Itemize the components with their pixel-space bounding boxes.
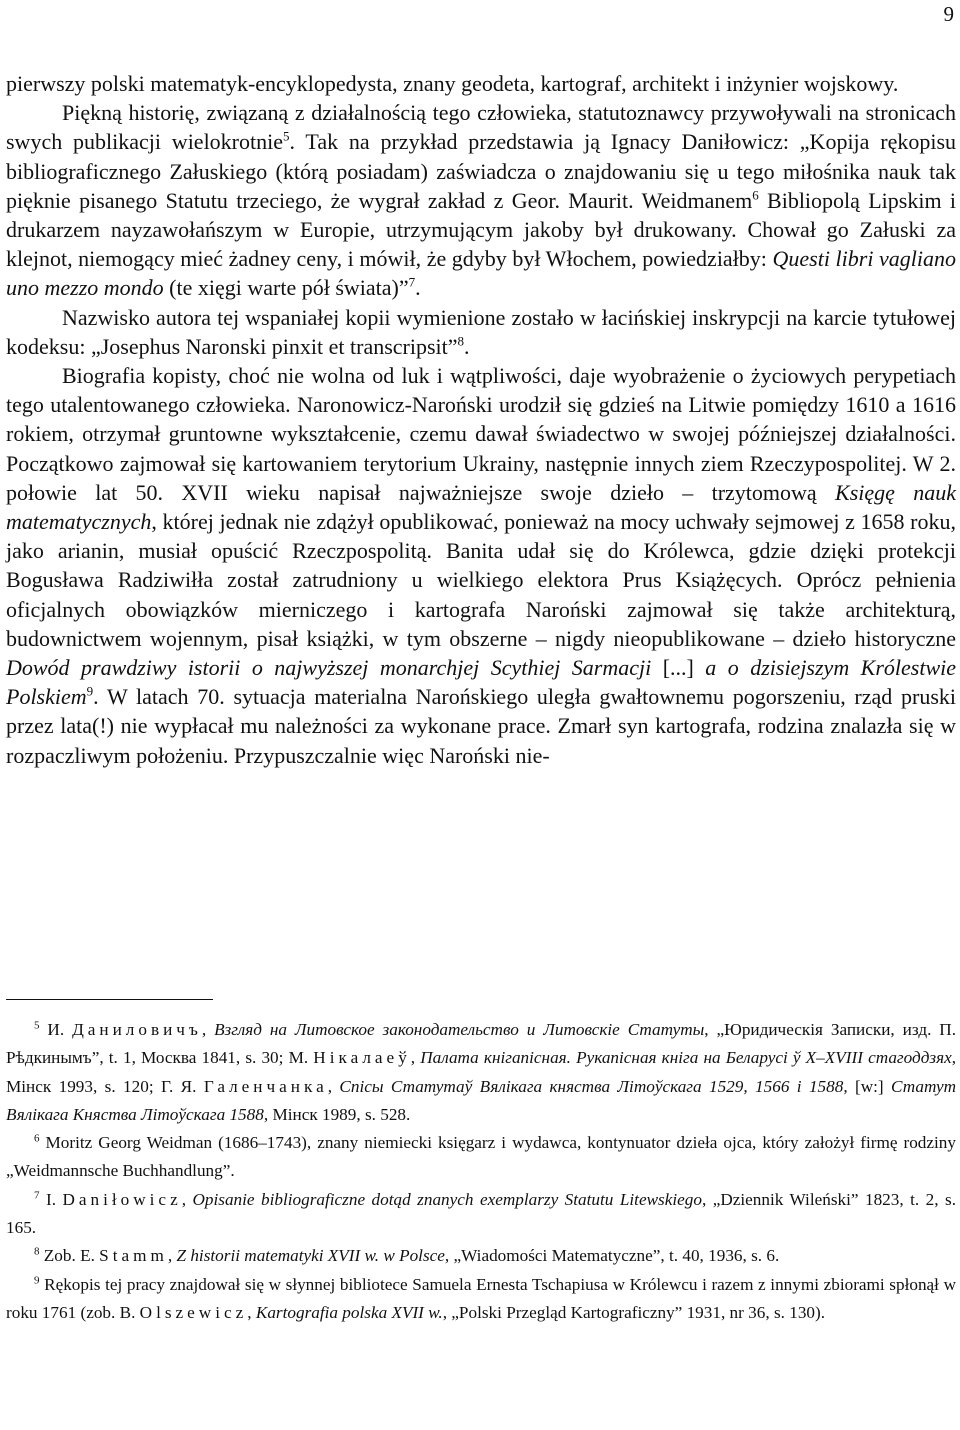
page-number: 9: [943, 2, 954, 26]
author-name: Галенчанка: [203, 1076, 328, 1096]
text-run: Zob. E.: [39, 1246, 100, 1266]
footnotes: [6, 1016, 956, 1327]
italic-text: Kartografia polska XVII w.: [255, 1302, 443, 1322]
text-run: Moritz Georg Weidman (1686–1743), znany niemiecki księgarz i wydawca, kontynuator dzieła ojca, który założył firmę rodziny „Weidmannsche Buchhandlung”.: [6, 1133, 956, 1181]
footnote: [6, 1242, 956, 1270]
text-run: ,: [247, 1302, 256, 1322]
text-run: , [w:]: [843, 1076, 892, 1096]
text-run: И.: [39, 1020, 73, 1039]
italic-text: Dowód prawdziwy istorii o najwyższej monarchjej Scythiej Sarmacji: [6, 655, 652, 681]
footnote: [6, 1016, 956, 1129]
text-run: ,: [410, 1048, 421, 1068]
italic-text: Questi libri vagliano uno mezzo mondo: [6, 246, 957, 301]
text-run: ,: [327, 1076, 340, 1096]
author-name: Даниловичъ: [72, 1020, 202, 1039]
footnote-number: 8: [34, 1245, 40, 1258]
italic-text: Палата кнігапісная. Рукапісная кніга на Беларусі ў X–XVIII стагоддзях: [420, 1048, 952, 1068]
text-run: , której jednak nie zdążył opublikować, ponieważ na mocy uchwały sejmowej z 1658 roku, jako arianin, musiał opuścić Rzeczpospolitą. Banita udał się do Królewca, gdzie dzięki protekcji Bogusława Radziwiłła został zatrudniony u wielkiego elektora Prus Książęcych. Oprócz pełnienia oficjalnych obowiązków mierniczego i kartografa Naroński zajmował się także architekturą, budownictwem wojennym, pisał książki, w tym obszerne – nigdy nieopublikowane – dzieło historyczne: [6, 509, 956, 651]
author-name: Stamm: [99, 1246, 168, 1266]
paragraph: [6, 303, 956, 361]
text-run: ,: [201, 1020, 215, 1039]
body-text: [6, 69, 956, 770]
italic-text: Спісы Статутаў Вялікага княства Літоўскага 1529, 1566 і 1588: [339, 1076, 844, 1096]
text-run: , Мінск 1989, s. 528.: [263, 1104, 411, 1124]
paragraph: [6, 361, 956, 770]
text-run: (te xięgi warte pół świata)”: [163, 275, 409, 301]
italic-text: Взгляд на Литовское законодательство и Литовскіе Статуты: [214, 1020, 705, 1039]
footnote-reference: 7: [408, 275, 416, 291]
text-run: , „Юридическія Записки, изд. П. Рѣдкинымъ”, t. 1, Москва 1841, s. 30; М.: [6, 1020, 956, 1068]
footnote-number: 6: [34, 1132, 40, 1145]
text-run: , Мінск 1993, s. 120; Г. Я.: [6, 1048, 957, 1096]
italic-text: a o dzisiejszym Królestwie Polskiem: [6, 655, 956, 710]
author-name: Daniłowicz: [62, 1189, 182, 1209]
paragraph: [6, 69, 956, 98]
text-run: .: [464, 333, 470, 359]
footnote-reference: 6: [752, 187, 759, 203]
footnote-number: 5: [34, 1019, 40, 1032]
text-run: Rękopis tej pracy znajdował się w słynnej bibliotece Samuela Ernesta Tschapiusa w Królewcu i razem z innymi zbiorami spłonął w roku 1761 (zob. B.: [6, 1274, 956, 1322]
text-run: , „Wiadomości Matematyczne”, t. 40, 1936, s. 6.: [444, 1246, 780, 1266]
text-run: . Tak na przykład przedstawia ją Ignacy Daniłowicz: „Kopija rękopisu bibliograficznego Załuskiego (którą posiadam) zaświadcza o znajdowaniu się u tego miłośnika nauk tak pięknie pisanego Statutu trzeciego, że wygrał zakład z Geor. Maurit. Weidmanem: [6, 129, 957, 213]
footnote-reference: 9: [86, 683, 94, 699]
footnote: [6, 1129, 956, 1186]
text-run: , „Dziennik Wileński” 1823, t. 2, s. 165.: [6, 1189, 957, 1238]
italic-text: Z historii matematyki XVII w. w Polsce: [176, 1246, 445, 1266]
text-run: Bibliopolą Lipskim i drukarzem nayzawołańszym w Europie, utrzymującym jakoby był drukowany. Chował go Załuski za klejnot, niemogący mieć żadney ceny, i mówił, że gdyby był Włochem, powiedziałby:: [6, 187, 956, 272]
text-run: [...]: [651, 655, 706, 681]
text-run: I.: [39, 1189, 63, 1209]
author-name: Нікалаеў: [313, 1048, 411, 1068]
footnote-number: 9: [34, 1273, 40, 1286]
text-run: , „Polski Przegląd Kartograficzny” 1931, nr 36, s. 130).: [442, 1302, 826, 1322]
footnote: [6, 1186, 956, 1243]
footnote-separator: [6, 999, 213, 1000]
paragraph: [6, 98, 956, 302]
footnote-reference: 5: [283, 129, 290, 145]
footnote-reference: 8: [457, 333, 465, 349]
text-run: pierwszy polski matematyk-encyklopedysta, znany geodeta, kartograf, architekt i inżynier wojskowy.: [6, 71, 899, 96]
italic-text: Opisanie bibliograficzne dotąd znanych exemplarzy Statutu Litewskiego: [192, 1189, 702, 1209]
text-run: . W latach 70. sytuacja materialna Narońskiego uległa gwałtownemu pogorszeniu, rząd pruski przez lata(!) nie wypłacał mu należności za wykonane prace. Zmarł syn kartografa, rodzina znalazła się w rozpaczliwym położeniu. Przypuszczalnie więc Naroński nie-: [6, 684, 956, 768]
text-run: ,: [181, 1189, 193, 1209]
italic-text: Księgę nauk matematycznych: [6, 479, 956, 535]
author-name: Olszewicz: [139, 1302, 248, 1322]
text-run: Piękną historię, związaną z działalnością tego człowieka, statutoznawcy przywoływali na stronicach swych publikacji wielokrotnie: [6, 100, 956, 155]
italic-text: Статут Вялікага Княства Літоўскага 1588: [6, 1076, 956, 1124]
text-run: Nazwisko autora tej wspaniałej kopii wymienione zostało w łacińskiej inskrypcji na karcie tytułowej kodeksu: „Josephus Naronski pinxit et transcripsit”: [6, 304, 956, 359]
text-run: .: [415, 275, 421, 301]
footnote-number: 7: [34, 1189, 40, 1202]
footnote: [6, 1271, 956, 1328]
text-run: Biografia kopisty, choć nie wolna od luk i wątpliwości, daje wyobrażenie o życiowych perypetiach tego utalentowanego człowieka. Naronowicz-Naroński urodził się gdzieś na Litwie pomiędzy 1610 a 1616 rokiem, otrzymał gruntowne wykształcenie, czemu dawał świadectwo w swojej późniejszej działalności. Początkowo zajmował się kartowaniem terytorium Ukrainy, następnie innych ziem Rzeczypospolitej. W 2. połowie lat 50. XVII wieku napisał najważniejsze swoje dzieło – trzytomową: [6, 363, 956, 505]
text-run: ,: [167, 1246, 177, 1266]
